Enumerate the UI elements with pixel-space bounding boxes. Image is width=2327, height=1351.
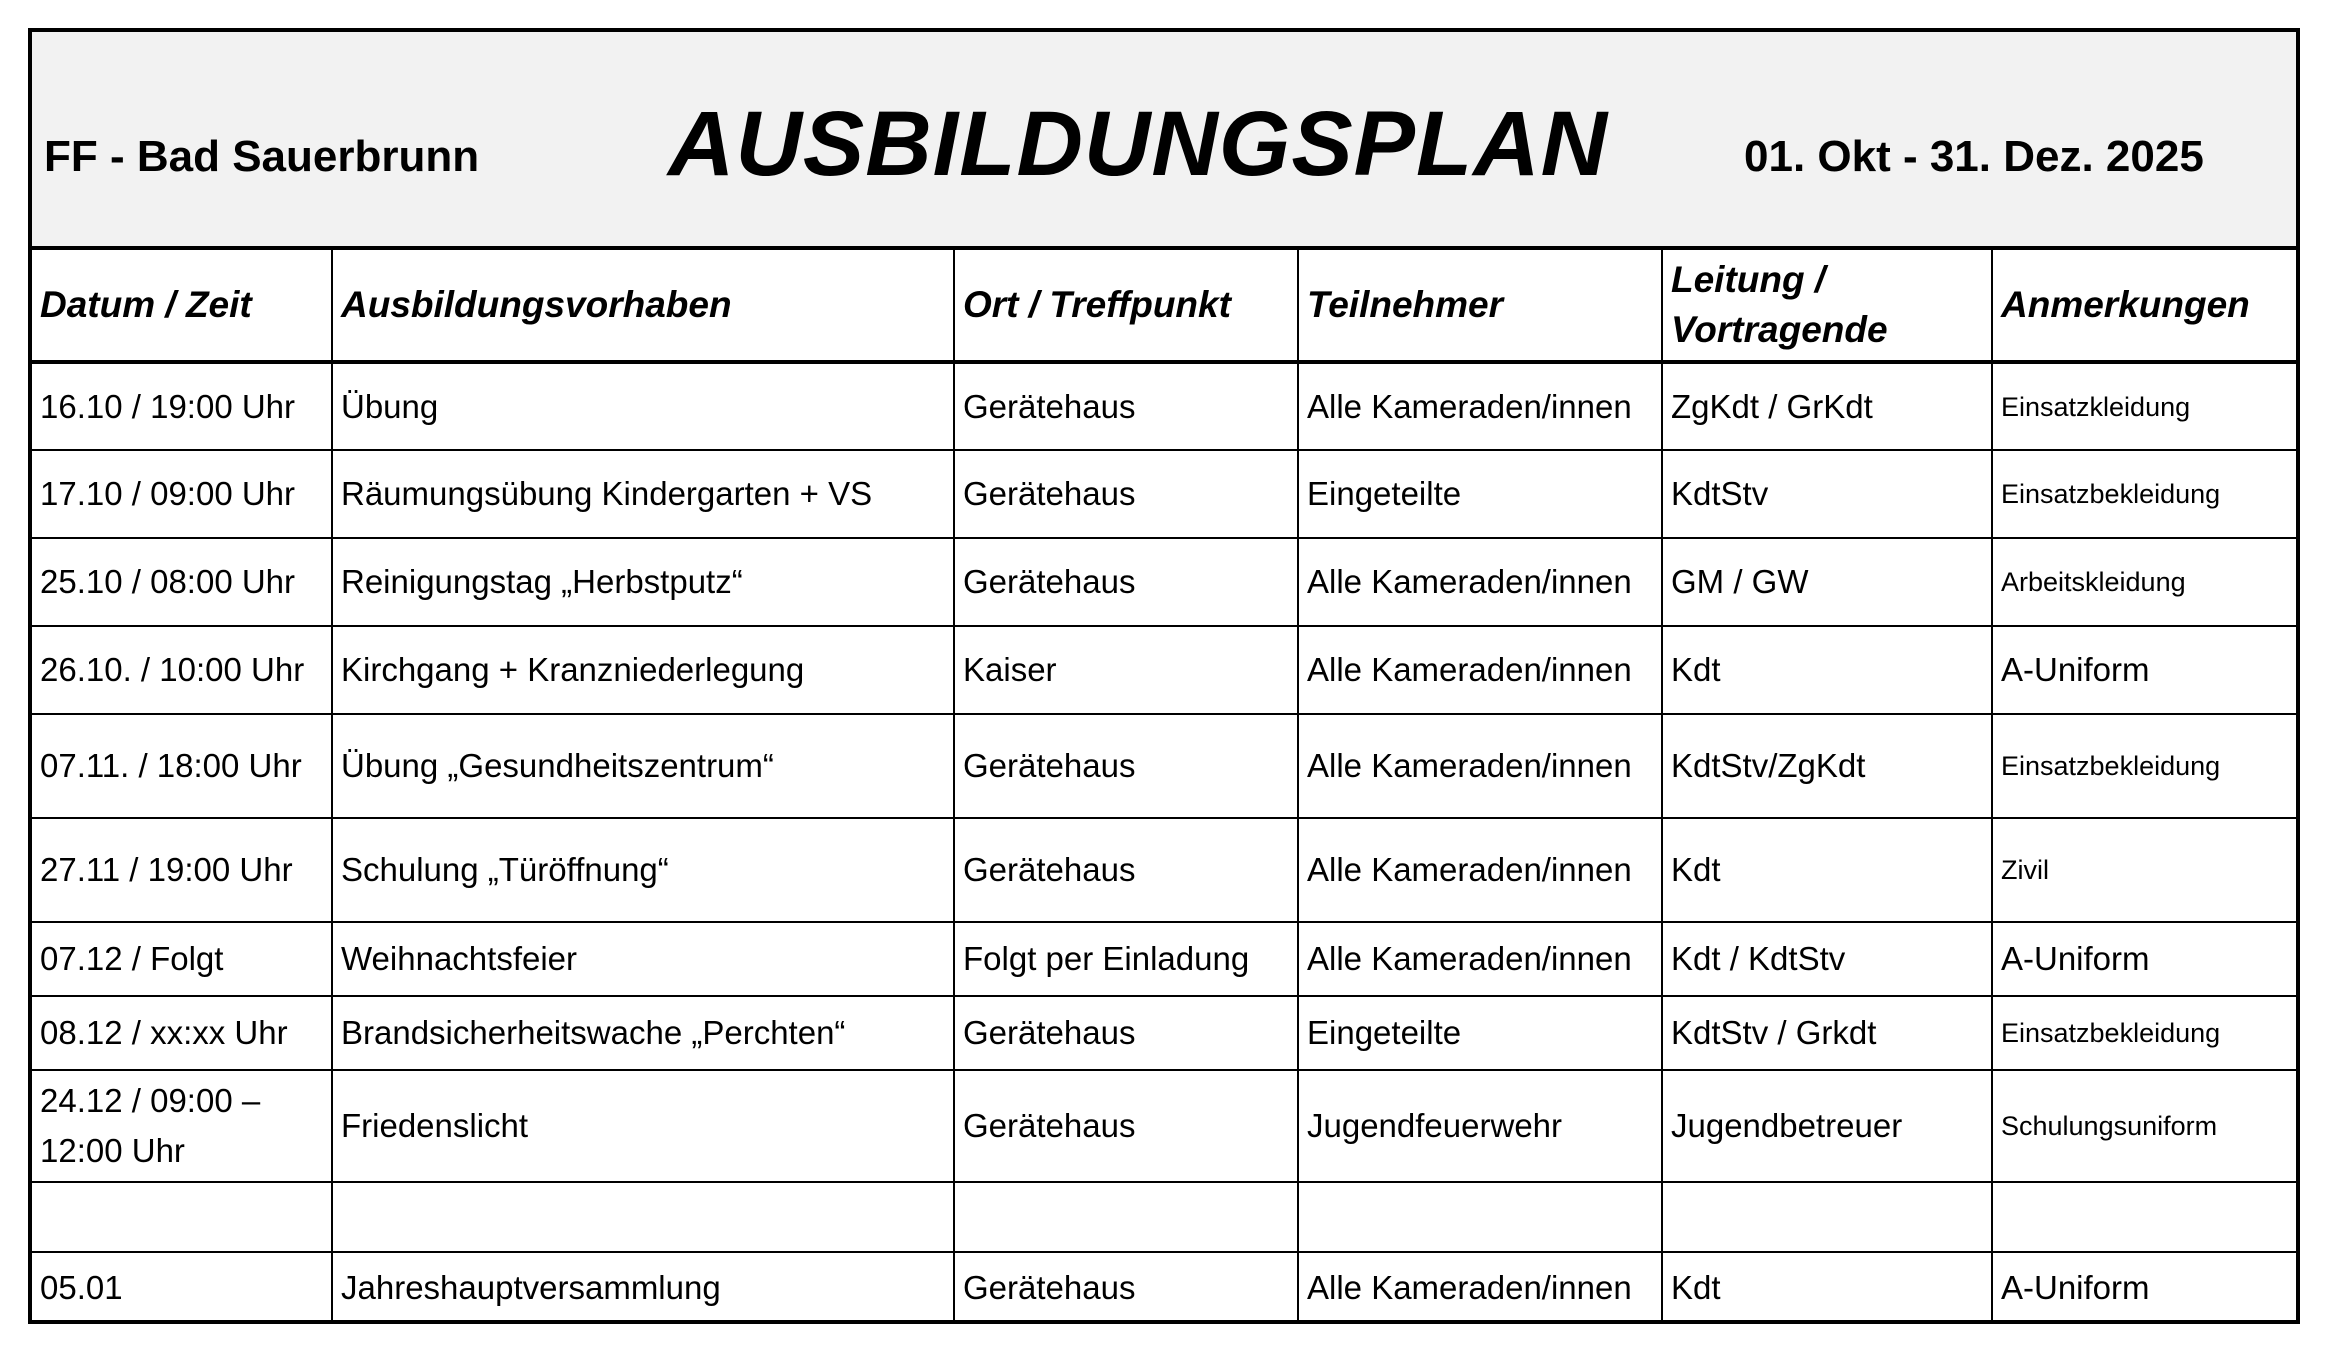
cell-teilnehmer: Alle Kameraden/innen xyxy=(1298,1252,1662,1322)
document-title: AUSBILDUNGSPLAN xyxy=(668,93,1609,195)
cell-teilnehmer: Alle Kameraden/innen xyxy=(1298,626,1662,714)
cell-anmerkungen: Einsatzbekleidung xyxy=(1992,450,2296,538)
cell-leitung: Jugendbetreuer xyxy=(1662,1070,1992,1182)
cell-teilnehmer xyxy=(1298,1182,1662,1252)
cell-leitung: Kdt xyxy=(1662,818,1992,922)
cell-anmerkungen xyxy=(1992,1182,2296,1252)
cell-datum: 25.10 / 08:00 Uhr xyxy=(32,538,332,626)
cell-vorhaben: Übung xyxy=(332,362,954,450)
column-header-datum: Datum / Zeit xyxy=(32,250,332,362)
cell-leitung: KdtStv/ZgKdt xyxy=(1662,714,1992,818)
table-row xyxy=(32,1182,2296,1252)
cell-ort: Gerätehaus xyxy=(954,450,1298,538)
cell-vorhaben: Übung „Gesundheitszentrum“ xyxy=(332,714,954,818)
cell-leitung: ZgKdt / GrKdt xyxy=(1662,362,1992,450)
cell-teilnehmer: Alle Kameraden/innen xyxy=(1298,714,1662,818)
document-header xyxy=(32,32,2296,250)
cell-datum: 27.11 / 19:00 Uhr xyxy=(32,818,332,922)
cell-teilnehmer: Eingeteilte xyxy=(1298,996,1662,1070)
cell-teilnehmer: Eingeteilte xyxy=(1298,450,1662,538)
cell-leitung xyxy=(1662,1182,1992,1252)
cell-anmerkungen: A-Uniform xyxy=(1992,1252,2296,1322)
column-header-leitung: Leitung / Vortragende xyxy=(1662,250,1992,362)
table-row xyxy=(32,996,2296,1070)
cell-vorhaben: Räumungsübung Kindergarten + VS xyxy=(332,450,954,538)
column-header-teilnehmer: Teilnehmer xyxy=(1298,250,1662,362)
cell-leitung: Kdt / KdtStv xyxy=(1662,922,1992,996)
cell-vorhaben xyxy=(332,1182,954,1252)
cell-datum: 07.12 / Folgt xyxy=(32,922,332,996)
cell-ort: Kaiser xyxy=(954,626,1298,714)
cell-vorhaben: Schulung „Türöffnung“ xyxy=(332,818,954,922)
table-row xyxy=(32,818,2296,922)
cell-datum: 26.10. / 10:00 Uhr xyxy=(32,626,332,714)
cell-anmerkungen: Einsatzbekleidung xyxy=(1992,996,2296,1070)
cell-vorhaben: Reinigungstag „Herbstputz“ xyxy=(332,538,954,626)
cell-ort: Gerätehaus xyxy=(954,538,1298,626)
cell-teilnehmer: Alle Kameraden/innen xyxy=(1298,922,1662,996)
cell-anmerkungen: Arbeitskleidung xyxy=(1992,538,2296,626)
table-body xyxy=(32,362,2296,1322)
cell-vorhaben: Weihnachtsfeier xyxy=(332,922,954,996)
cell-ort: Gerätehaus xyxy=(954,714,1298,818)
cell-datum: 08.12 / xx:xx Uhr xyxy=(32,996,332,1070)
cell-leitung: Kdt xyxy=(1662,1252,1992,1322)
column-header-vorhaben: Ausbildungsvorhaben xyxy=(332,250,954,362)
cell-vorhaben: Kirchgang + Kranzniederlegung xyxy=(332,626,954,714)
cell-vorhaben: Jahreshauptversammlung xyxy=(332,1252,954,1322)
cell-anmerkungen: A-Uniform xyxy=(1992,626,2296,714)
cell-leitung: KdtStv xyxy=(1662,450,1992,538)
cell-ort: Gerätehaus xyxy=(954,1252,1298,1322)
cell-leitung: GM / GW xyxy=(1662,538,1992,626)
table-row xyxy=(32,922,2296,996)
cell-ort: Gerätehaus xyxy=(954,1070,1298,1182)
table-row xyxy=(32,538,2296,626)
cell-datum: 24.12 / 09:00 – 12:00 Uhr xyxy=(32,1070,332,1182)
table-row xyxy=(32,362,2296,450)
cell-teilnehmer: Jugendfeuerwehr xyxy=(1298,1070,1662,1182)
cell-ort xyxy=(954,1182,1298,1252)
date-range: 01. Okt - 31. Dez. 2025 xyxy=(1744,132,2204,181)
cell-leitung: Kdt xyxy=(1662,626,1992,714)
cell-vorhaben: Brandsicherheitswache „Perchten“ xyxy=(332,996,954,1070)
cell-ort: Gerätehaus xyxy=(954,996,1298,1070)
training-plan-document xyxy=(28,28,2300,1324)
table-row xyxy=(32,626,2296,714)
column-header-anmerkungen: Anmerkungen xyxy=(1992,250,2296,362)
cell-teilnehmer: Alle Kameraden/innen xyxy=(1298,538,1662,626)
cell-anmerkungen: Schulungsuniform xyxy=(1992,1070,2296,1182)
cell-vorhaben: Friedenslicht xyxy=(332,1070,954,1182)
cell-ort: Gerätehaus xyxy=(954,362,1298,450)
organization-name: FF - Bad Sauerbrunn xyxy=(44,132,480,181)
cell-datum xyxy=(32,1182,332,1252)
cell-ort: Folgt per Einladung xyxy=(954,922,1298,996)
training-schedule-table xyxy=(32,250,2296,1322)
cell-datum: 07.11. / 18:00 Uhr xyxy=(32,714,332,818)
cell-datum: 17.10 / 09:00 Uhr xyxy=(32,450,332,538)
cell-teilnehmer: Alle Kameraden/innen xyxy=(1298,818,1662,922)
table-row xyxy=(32,1252,2296,1322)
table-row xyxy=(32,1070,2296,1182)
cell-datum: 16.10 / 19:00 Uhr xyxy=(32,362,332,450)
cell-teilnehmer: Alle Kameraden/innen xyxy=(1298,362,1662,450)
cell-anmerkungen: Zivil xyxy=(1992,818,2296,922)
cell-anmerkungen: Einsatzbekleidung xyxy=(1992,714,2296,818)
table-header-row xyxy=(32,250,2296,362)
cell-anmerkungen: A-Uniform xyxy=(1992,922,2296,996)
table-row xyxy=(32,714,2296,818)
table-row xyxy=(32,450,2296,538)
column-header-ort: Ort / Treffpunkt xyxy=(954,250,1298,362)
cell-leitung: KdtStv / Grkdt xyxy=(1662,996,1992,1070)
cell-anmerkungen: Einsatzkleidung xyxy=(1992,362,2296,450)
cell-ort: Gerätehaus xyxy=(954,818,1298,922)
cell-datum: 05.01 xyxy=(40,1268,123,1306)
